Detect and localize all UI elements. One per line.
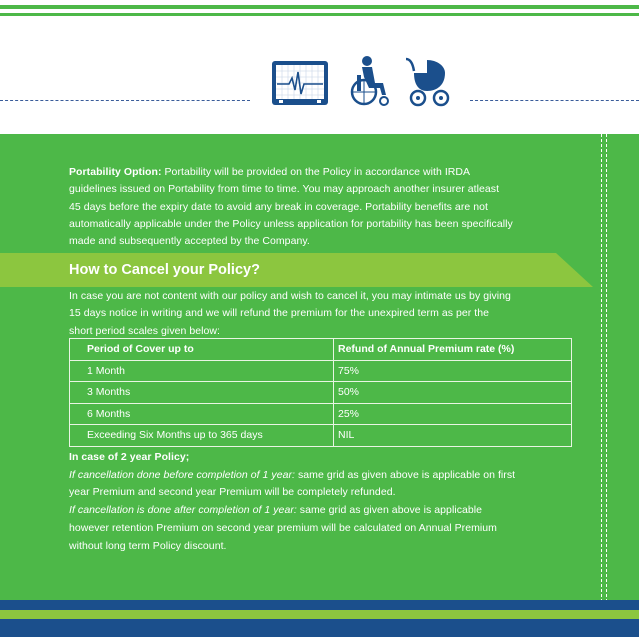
portability-label: Portability Option:: [69, 166, 162, 178]
refund-cell: NIL: [334, 425, 572, 447]
left-dashed-rule: [0, 100, 250, 101]
header-refund: Refund of Annual Premium rate (%): [334, 339, 572, 361]
heart-monitor-icon: [271, 60, 329, 111]
right-vertical-dashed-rule: [601, 134, 602, 637]
table-row: [70, 403, 572, 425]
period-cell: 6 Months: [70, 403, 334, 425]
two-year-policy-section: In case of 2 year Policy; If cancellation done before completion of 1 year: same grid as given above is applicable on first year Premium and second year Premium will be completely refunded. If cancellation is done after completion of 1 year: same grid as given above is applicable however retention Premium on second year premium will be calculated on Annual Premium without long term Policy discount.: [69, 451, 516, 552]
portability-paragraph: Portability Option: Portability will be provided on the Policy in accordance with IRDA guidelines issued on Portability from time to time. You may approach another insurer atleast 45 days before the expiry date to avoid any break in coverage. Portability benefits are not automatically applicable under the Policy unless application for portability has been specifically made and subsequently accepted by the Company.: [69, 166, 513, 248]
case1-label: If cancellation done before completion of 1 year:: [69, 468, 296, 481]
refund-cell: 75%: [334, 360, 572, 382]
right-vertical-dashed-rule-2: [606, 134, 607, 637]
refund-cell: 50%: [334, 382, 572, 404]
wheelchair-icon: [347, 55, 391, 112]
table-row: [70, 425, 572, 447]
cancel-section-title: How to Cancel your Policy?: [69, 262, 260, 278]
period-cell: 3 Months: [70, 382, 334, 404]
bottom-stripe-blue: [0, 619, 639, 637]
case2-label: If cancellation is done after completion of 1 year:: [69, 504, 297, 517]
bottom-stripe-navy: [0, 600, 639, 610]
bottom-stripe-green: [0, 610, 639, 619]
two-year-heading: In case of 2 year Policy;: [69, 451, 190, 463]
table-header-row: [70, 339, 572, 361]
refund-cell: 25%: [334, 403, 572, 425]
top-stripe-green: [0, 5, 639, 9]
header-period: Period of Cover up to: [70, 339, 334, 361]
cancel-intro-paragraph: In case you are not content with our policy and wish to cancel it, you may intimate us by giving 15 days notice in writing and we will refund the premium for the unexpired term as per the short period scales given below:: [69, 290, 511, 337]
right-dashed-rule: [470, 100, 639, 101]
period-cell: 1 Month: [70, 360, 334, 382]
period-cell: Exceeding Six Months up to 365 days: [70, 425, 334, 447]
table-row: [70, 382, 572, 404]
refund-rate-table: [69, 338, 572, 447]
baby-pram-icon: [403, 57, 453, 112]
top-stripe-green-thin: [0, 13, 639, 16]
table-row: [70, 360, 572, 382]
